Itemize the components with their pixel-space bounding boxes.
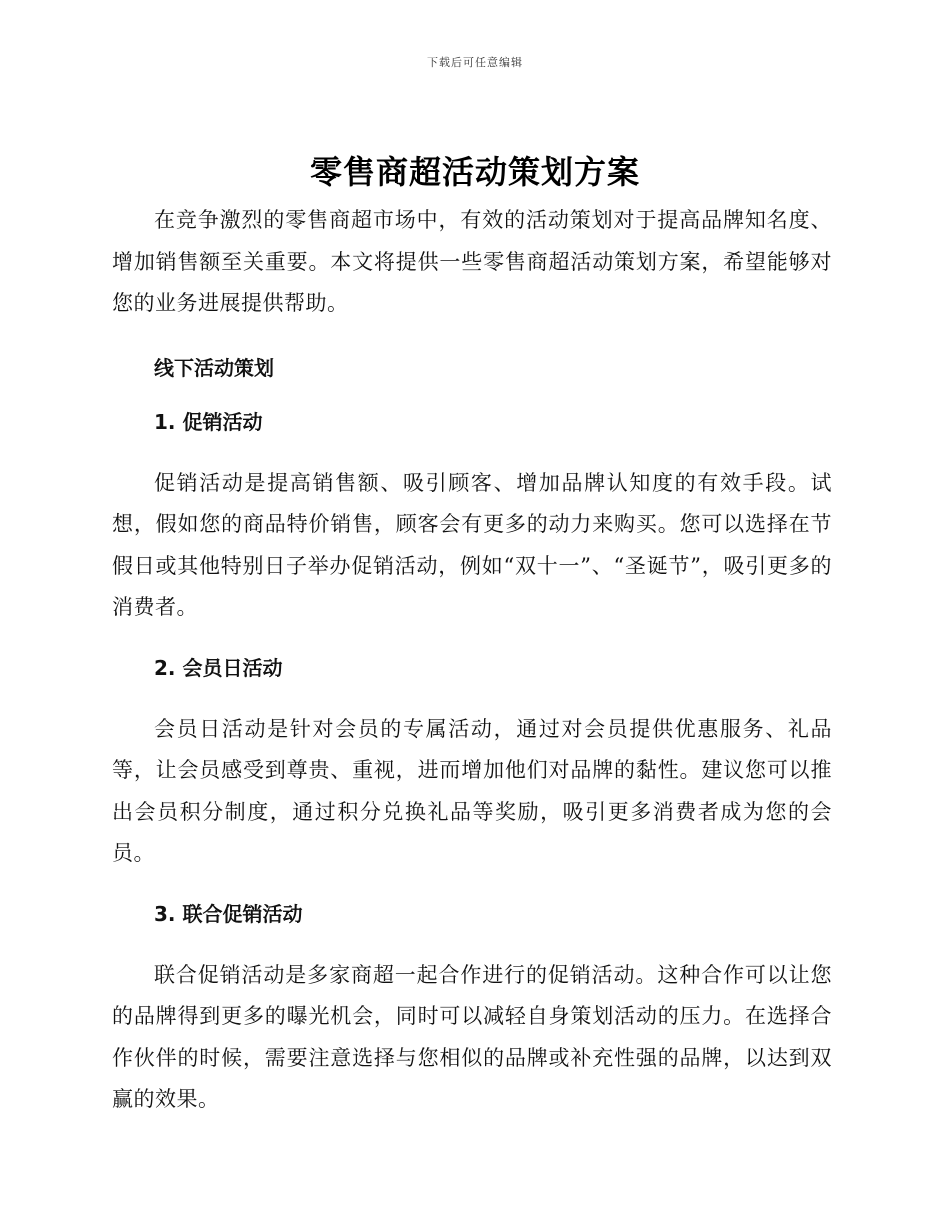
document-title: 零售商超活动策划方案: [309, 153, 640, 191]
section-heading: 线下活动策划: [154, 355, 274, 380]
item-heading-promotion: 1. 促销活动: [154, 409, 263, 434]
item-body-member-day: 会员日活动是针对会员的专属活动，通过对会员提供优惠服务、礼品等，让会员感受到尊贵、重视，进而增加他们对品牌的黏性。建议您可以推出会员积分制度，通过积分兑换礼品等奖励，吸引更多消费者成为您的会员。: [112, 716, 832, 865]
item-body-promotion: 促销活动是提高销售额、吸引顾客、增加品牌认知度的有效手段。试想，假如您的商品特价销售，顾客会有更多的动力来购买。您可以选择在节假日或其他特别日子举办促销活动，例如“双十一”、“圣诞节”，吸引更多的消费者。: [112, 470, 832, 619]
intro-paragraph: 在竞争激烈的零售商超市场中，有效的活动策划对于提高品牌知名度、增加销售额至关重要。本文将提供一些零售商超活动策划方案，希望能够对您的业务进展提供帮助。: [112, 208, 832, 315]
document-body: [112, 200, 832, 1121]
item-heading-member-day: 2. 会员日活动: [154, 655, 283, 680]
item-body-joint-promotion: 联合促销活动是多家商超一起合作进行的促销活动。这种合作可以让您的品牌得到更多的曝光机会，同时可以减轻自身策划活动的压力。在选择合作伙伴的时候，需要注意选择与您相似的品牌或补充性强的品牌，以达到双赢的效果。: [112, 962, 832, 1111]
header-note: 下载后可任意编辑: [427, 56, 523, 69]
item-heading-joint-promotion: 3. 联合促销活动: [154, 901, 303, 926]
